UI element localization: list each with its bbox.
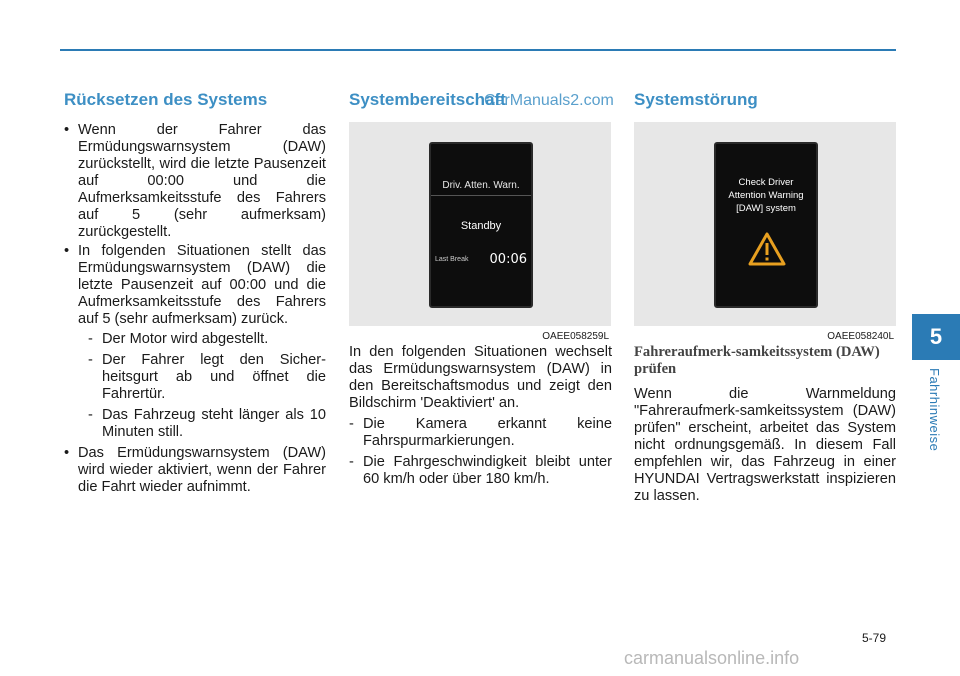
reset-bullet-list: [64, 122, 326, 496]
section-title-fault: Systemstörung: [634, 90, 758, 109]
fault-subheading: Fahreraufmerk-samkeitssystem (DAW) prüfen: [634, 344, 880, 377]
list-item: [64, 243, 326, 441]
chapter-label: Fahrhinweise: [927, 368, 942, 452]
figure-code: OAEE058240L: [827, 331, 894, 342]
last-break-time: 00:06: [489, 252, 527, 267]
standby-paragraph: In den folgenden Situationen wechselt das Ermüdungswarnsystem (DAW) in den Bereitschaftsmodus und zeigt den Bildschirm 'Deaktiviert' an.: [349, 344, 612, 411]
figure-standby-display: [349, 122, 611, 342]
last-break-label: Last Break: [435, 256, 469, 263]
section-title-standby: Systembereitschaft: [349, 90, 506, 109]
sub-list-item: - Der Motor wird abgestellt.: [88, 331, 326, 348]
cluster-display-warning: [714, 142, 818, 308]
sub-list-item: - Der Fahrer legt den Sicher-heitsgurt ab und öffnet die Fahrertür.: [88, 352, 326, 403]
display-status: Standby: [460, 220, 502, 232]
display-title: Driv. Atten. Warn.: [431, 180, 531, 196]
list-item: [64, 445, 326, 496]
chapter-tab: 5: [912, 314, 960, 360]
warning-message: [716, 176, 816, 215]
bullet-text: Wenn der Fahrer das Ermüdungswarnsystem (DAW) zurückstellt, wird die letzte Pausenzeit auf 00:00 und die Aufmerksamkeitsstufe des Fahrers auf 5 (sehr aufmerksam) zurückgestellt.: [78, 122, 326, 240]
figure-code: OAEE058259L: [542, 331, 609, 342]
sub-list-item: - Das Fahrzeug steht länger als 10 Minuten still.: [88, 407, 326, 441]
list-item: [64, 122, 326, 241]
standby-conditions-list: [349, 416, 612, 488]
column-reset-system: [64, 90, 326, 498]
reset-sub-list: [88, 331, 326, 441]
column-system-standby: [349, 90, 612, 492]
watermark-top: CarManuals2.com: [484, 92, 614, 109]
page-number: 5-79: [862, 631, 887, 645]
warning-triangle-icon: [748, 232, 786, 266]
warning-line-1: Check Driver: [738, 177, 794, 188]
watermark-bottom: carmanualsonline.info: [624, 648, 800, 668]
header-rule: [60, 49, 896, 51]
section-title-reset: Rücksetzen des Systems: [64, 90, 268, 109]
figure-fault-display: [634, 122, 896, 342]
sub-list-item: - Die Fahrgeschwindigkeit bleibt unter 60 km/h oder über 180 km/h.: [349, 454, 612, 488]
sub-list-item: - Die Kamera erkannt keine Fahrspurmarkierungen.: [349, 416, 612, 450]
cluster-display-standby: [429, 142, 533, 308]
warning-line-3: [DAW] system: [736, 203, 796, 214]
warning-line-2: Attention Warning: [728, 190, 804, 201]
fault-paragraph: Wenn die Warnmeldung "Fahreraufmerk-samkeitssystem (DAW) prüfen" erscheint, arbeitet das System nicht ordnungsgemäß. In diesem Fall empfehlen wir, das Fahrzeug in einer HYUNDAI Vertragswerkstatt inspizieren zu lassen.: [634, 386, 896, 504]
bullet-text: In folgenden Situationen stellt das Ermüdungswarnsystem (DAW) die letzte Pausenzeit auf 00:00 und die Aufmerksamkeitsstufe des Fahrers auf 5 (sehr aufmerksam) zurück.: [78, 243, 326, 327]
bullet-text: Das Ermüdungswarnsystem (DAW) wird wieder aktiviert, wenn der Fahrer die Fahrt wieder aufnimmt.: [78, 445, 326, 495]
column-system-fault: [634, 90, 896, 505]
